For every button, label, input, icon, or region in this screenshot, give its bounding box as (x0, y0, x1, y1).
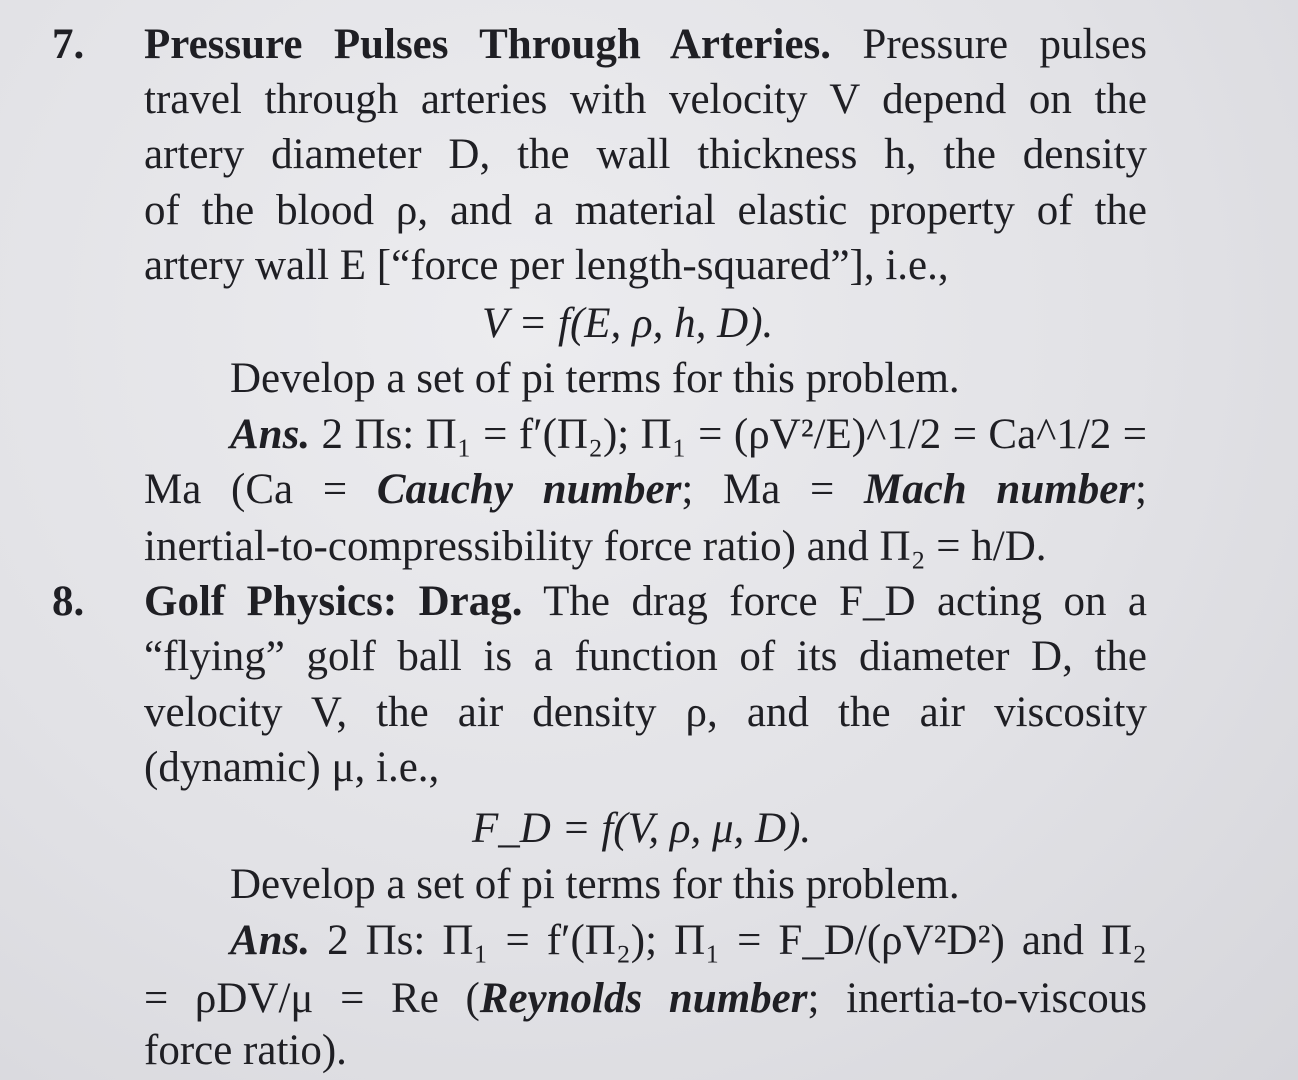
problem-8-line-2: “flying” golf ball is a function of its diameter D, the (144, 633, 1147, 680)
problem-8-line-1 (144, 575, 1147, 629)
problem-8-task: Develop a set of pi terms for this problem. (230, 861, 960, 908)
problem-7-equation: V = f(E, ρ, h, D). (482, 300, 774, 347)
problem-8-answer-text-2c: ; inertia-to-viscous (807, 975, 1148, 1022)
problem-7-number: 7. (52, 21, 85, 68)
problem-7-line-4: of the blood ρ, and a material elastic property of the (144, 187, 1147, 234)
problem-7-answer-line-1 (230, 408, 1147, 462)
problem-7-answer-text-2c: ; Ma = (681, 466, 864, 513)
problem-7-answer-text-1: 2 Πs: Π₁ = f′(Π₂); Π₁ = (ρV²/E)^1/2 = Ca^1/2 = (310, 411, 1147, 458)
problem-8-title: Golf Physics: Drag. (144, 578, 523, 625)
problem-8-line-1-rest: The drag force F_D acting on a (522, 578, 1147, 625)
problem-8-answer-line-1 (230, 914, 1147, 968)
problem-7-title: Pressure Pulses Through Arteries. (144, 21, 832, 68)
problem-8-answer-line-3: force ratio). (144, 1027, 347, 1074)
problem-7-answer-line-2 (144, 463, 1147, 517)
problem-8-number: 8. (52, 578, 85, 625)
problem-8-answer-text-2a: = ρDV/μ = Re ( (144, 975, 480, 1022)
problem-8-line-3: velocity V, the air density ρ, and the air viscosity (144, 689, 1147, 736)
problem-7-line-3: artery diameter D, the wall thickness h, the density (144, 131, 1147, 178)
problem-7-answer-text-2e: ; (1135, 466, 1147, 513)
problem-7-task: Develop a set of pi terms for this problem. (230, 355, 960, 402)
mach-number-term: Mach number (863, 466, 1136, 513)
problem-7-line-5: artery wall E [“force per length-squared”], i.e., (144, 242, 949, 289)
problem-7-answer-label: Ans. (230, 411, 311, 458)
problem-7-answer-text-2a: Ma (Ca = (144, 466, 377, 513)
problem-8-answer-label: Ans. (230, 917, 311, 964)
problem-7-line-1 (144, 18, 1147, 72)
problem-8-answer-text-1: 2 Πs: Π₁ = f′(Π₂); Π₁ = F_D/(ρV²D²) and Π₂ (310, 917, 1147, 964)
problem-8-answer-line-2 (144, 972, 1147, 1026)
problem-7-line-1-rest: Pressure pulses (831, 21, 1147, 68)
problem-7-answer-line-3: inertial-to-compressibility force ratio) and Π₂ = h/D. (144, 523, 1047, 570)
cauchy-number-term: Cauchy number (376, 466, 682, 513)
problem-8-equation: F_D = f(V, ρ, μ, D). (472, 805, 812, 852)
reynolds-number-term: Reynolds number (479, 975, 808, 1022)
problem-8-line-4: (dynamic) μ, i.e., (144, 744, 440, 791)
problem-7-line-2: travel through arteries with velocity V depend on the (144, 76, 1147, 123)
